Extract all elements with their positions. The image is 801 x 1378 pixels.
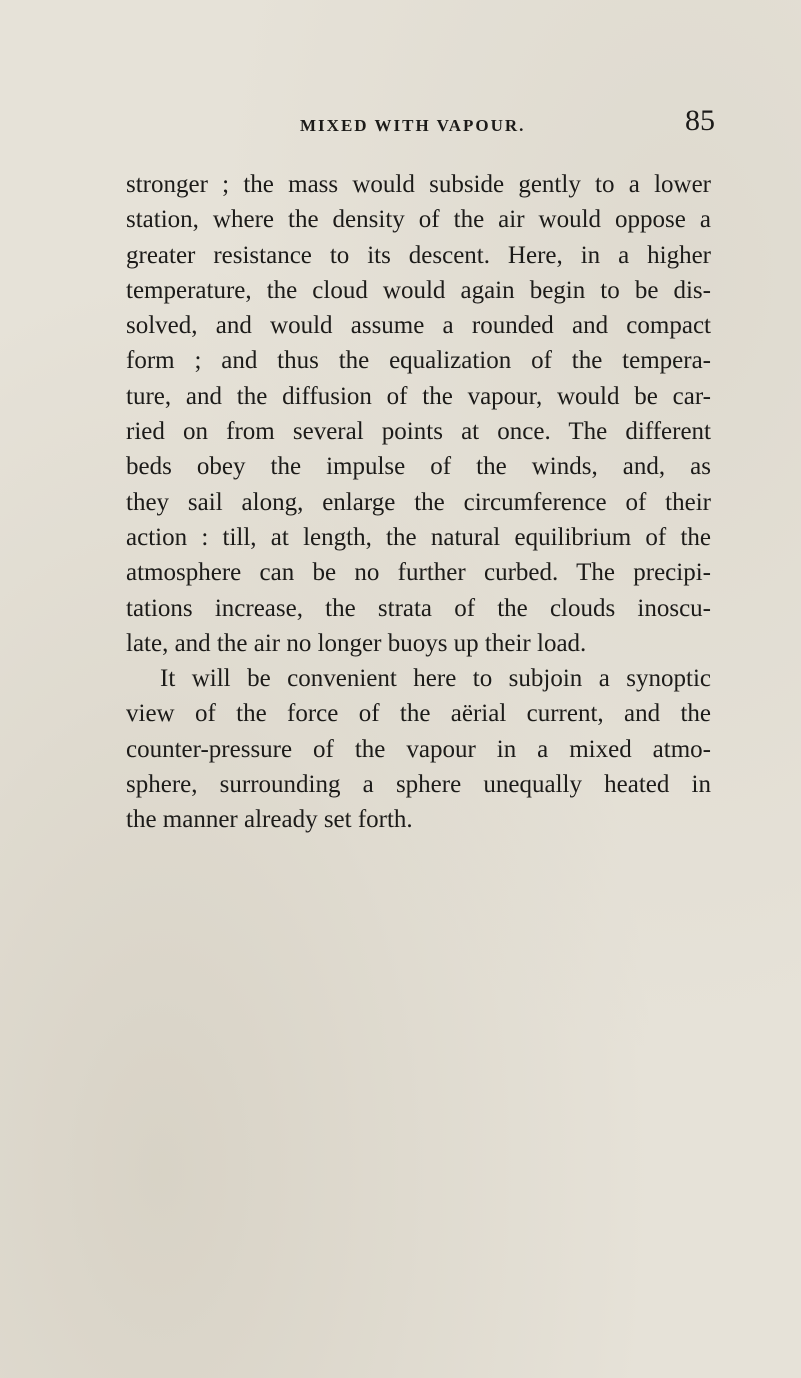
text-line: tations increase, the strata of the clouds inoscu- xyxy=(126,594,711,622)
paragraph-end-line: the manner already set forth. xyxy=(126,806,413,834)
paragraph-end-line: late, and the air no longer buoys up their load. xyxy=(126,629,587,657)
text-line: stronger ; the mass would subside gently to a lower xyxy=(126,171,711,198)
page-header xyxy=(0,104,801,144)
text-line: form ; and thus the equalization of the tempera- xyxy=(126,347,711,375)
text-line: view of the force of the aërial current, and the xyxy=(126,700,711,728)
text-line: temperature, the cloud would again begin to be dis- xyxy=(126,276,711,304)
text-line: they sail along, enlarge the circumference of their xyxy=(126,488,711,516)
text-line: ture, and the diffusion of the vapour, would be car- xyxy=(126,382,711,410)
text-line: greater resistance to its descent. Here, in a higher xyxy=(126,241,711,269)
page-number: 85 xyxy=(685,104,715,137)
text-line: station, where the density of the air would oppose a xyxy=(126,206,711,234)
body-text xyxy=(126,167,711,838)
text-line: beds obey the impulse of the winds, and, as xyxy=(126,453,711,481)
text-line: sphere, surrounding a sphere unequally heated in xyxy=(126,771,711,799)
text-line: action : till, at length, the natural equilibrium of the xyxy=(126,523,711,551)
text-line: solved, and would assume a rounded and compact xyxy=(126,312,711,340)
running-title: MIXED WITH VAPOUR. xyxy=(300,116,526,135)
paragraph-start-line: It will be convenient here to subjoin a synoptic xyxy=(160,665,711,693)
text-line: ried on from several points at once. The different xyxy=(126,418,711,446)
text-line: counter-pressure of the vapour in a mixed atmo- xyxy=(126,735,711,763)
text-line: atmosphere can be no further curbed. The precipi- xyxy=(126,559,711,587)
